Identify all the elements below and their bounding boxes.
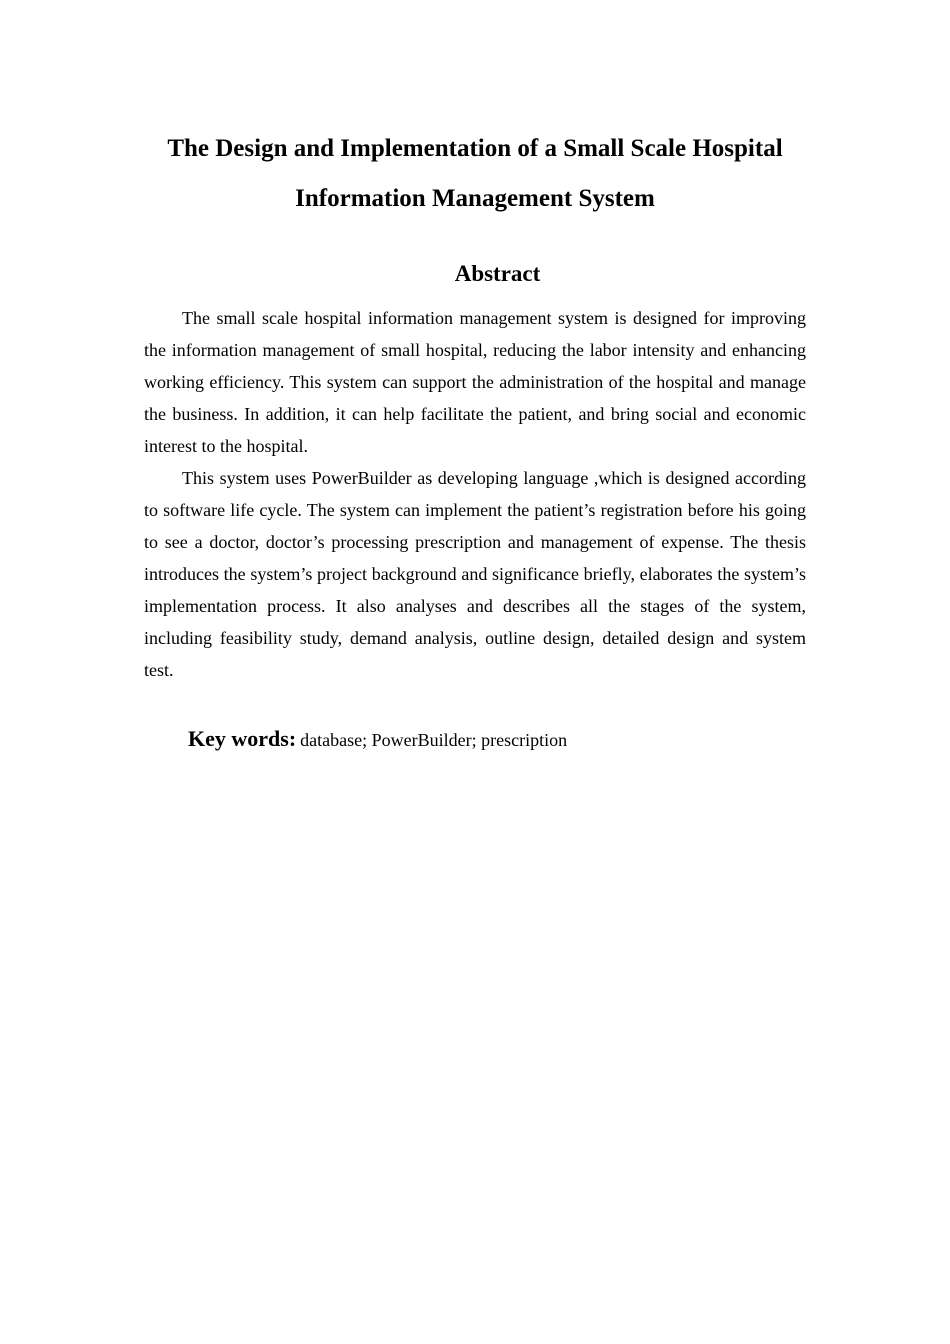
abstract-heading: Abstract xyxy=(454,261,541,286)
keywords-label: Key words: xyxy=(188,726,297,751)
abstract-body xyxy=(144,302,806,686)
document-title-line-1: The Design and Implementation of a Small Scale Hospital xyxy=(167,135,783,162)
abstract-paragraph-2: This system uses PowerBuilder as developing language ,which is designed according to software life cycle. The system can implement the patient’s registration before his going to see a doctor, doctor’s processing prescription and management of expense. The thesis introduces the system’s project background and significance briefly, elaborates the system’s implementation process. It also analyses and describes all the stages of the system, including feasibility study, demand analysis, outline design, detailed design and system test. xyxy=(144,468,806,680)
keywords-line xyxy=(188,722,567,759)
keywords-value: database; PowerBuilder; prescription xyxy=(300,730,568,750)
document-title-line-2: Information Management System xyxy=(295,185,655,212)
abstract-paragraph-1: The small scale hospital information management system is designed for improving the information management of small hospital, reducing the labor intensity and enhancing working efficiency. This system can support the administration of the hospital and manage the business. In addition, it can help facilitate the patient, and bring social and economic interest to the hospital. xyxy=(144,308,806,456)
